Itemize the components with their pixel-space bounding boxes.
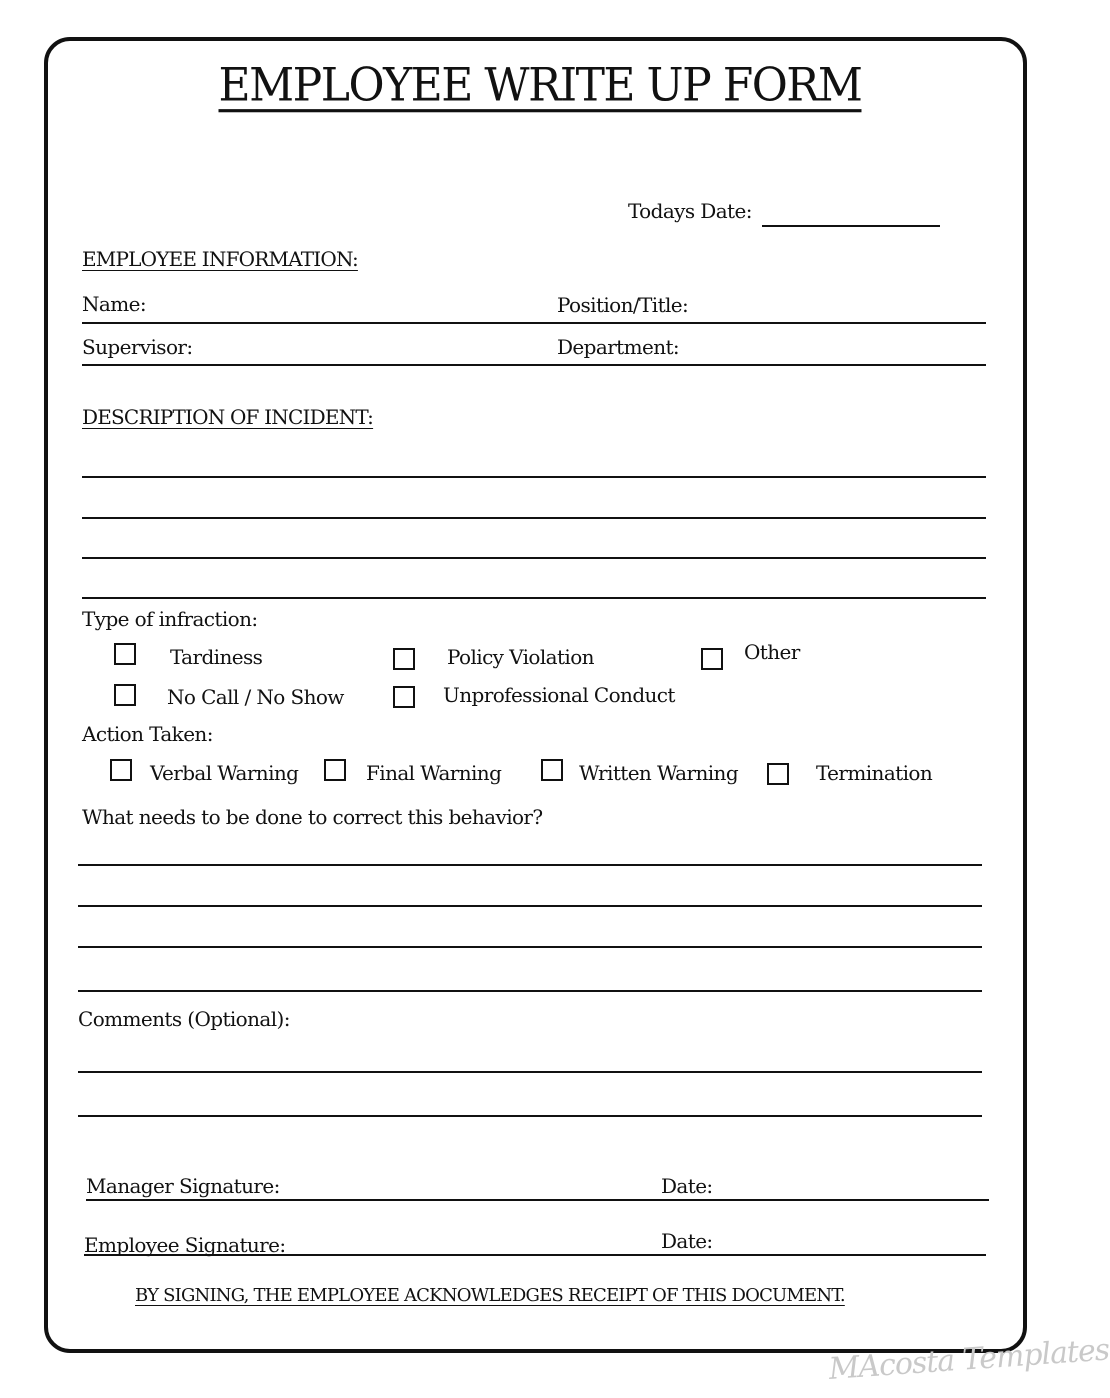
tardiness-checkbox[interactable] bbox=[114, 643, 136, 665]
no-call-no-show-checkbox[interactable] bbox=[114, 684, 136, 706]
employee-signature-label: Employee Signature: bbox=[84, 1233, 286, 1257]
unprofessional-conduct-label: Unprofessional Conduct bbox=[443, 683, 675, 707]
correction-line[interactable] bbox=[78, 946, 982, 948]
action-heading: Action Taken: bbox=[82, 722, 213, 746]
incident-line[interactable] bbox=[82, 557, 986, 559]
employee-signature-field[interactable] bbox=[84, 1254, 986, 1256]
written-warning-checkbox[interactable] bbox=[541, 759, 563, 781]
incident-line[interactable] bbox=[82, 476, 986, 478]
termination-label: Termination bbox=[816, 761, 933, 785]
incident-heading: DESCRIPTION OF INCIDENT: bbox=[82, 405, 374, 429]
watermark-signature: MAcosta Templates bbox=[827, 1332, 1110, 1387]
correction-line[interactable] bbox=[78, 905, 982, 907]
todays-date-label: Todays Date: bbox=[628, 199, 752, 223]
correction-line[interactable] bbox=[78, 864, 982, 866]
correction-question: What needs to be done to correct this behavior? bbox=[82, 805, 543, 829]
supervisor-label: Supervisor: bbox=[82, 335, 193, 359]
department-label: Department: bbox=[557, 335, 680, 359]
no-call-no-show-label: No Call / No Show bbox=[167, 685, 344, 709]
manager-date-label: Date: bbox=[661, 1174, 713, 1198]
name-label: Name: bbox=[82, 292, 146, 316]
written-warning-label: Written Warning bbox=[579, 761, 739, 785]
verbal-warning-label: Verbal Warning bbox=[150, 761, 299, 785]
comments-label: Comments (Optional): bbox=[78, 1007, 290, 1031]
todays-date-field[interactable] bbox=[762, 225, 940, 227]
tardiness-label: Tardiness bbox=[170, 645, 263, 669]
manager-signature-field[interactable] bbox=[86, 1199, 989, 1201]
employee-date-label: Date: bbox=[661, 1229, 713, 1253]
other-label: Other bbox=[744, 640, 800, 664]
termination-checkbox[interactable] bbox=[767, 763, 789, 785]
acknowledgement-text: BY SIGNING, THE EMPLOYEE ACKNOWLEDGES RECEIPT OF THIS DOCUMENT. bbox=[135, 1285, 845, 1306]
final-warning-checkbox[interactable] bbox=[324, 759, 346, 781]
comments-line[interactable] bbox=[78, 1071, 982, 1073]
employee-info-heading: EMPLOYEE INFORMATION: bbox=[82, 247, 358, 271]
supervisor-department-field[interactable] bbox=[82, 364, 986, 366]
policy-violation-label: Policy Violation bbox=[447, 645, 594, 669]
form-title: EMPLOYEE WRITE UP FORM bbox=[218, 58, 862, 113]
manager-signature-label: Manager Signature: bbox=[86, 1174, 280, 1198]
policy-violation-checkbox[interactable] bbox=[393, 648, 415, 670]
infraction-heading: Type of infraction: bbox=[82, 607, 258, 631]
unprofessional-conduct-checkbox[interactable] bbox=[393, 686, 415, 708]
comments-line[interactable] bbox=[78, 1115, 982, 1117]
other-checkbox[interactable] bbox=[701, 648, 723, 670]
incident-line[interactable] bbox=[82, 517, 986, 519]
final-warning-label: Final Warning bbox=[366, 761, 502, 785]
incident-line[interactable] bbox=[82, 597, 986, 599]
verbal-warning-checkbox[interactable] bbox=[110, 759, 132, 781]
position-label: Position/Title: bbox=[557, 293, 689, 317]
name-position-field[interactable] bbox=[82, 322, 986, 324]
correction-line[interactable] bbox=[78, 990, 982, 992]
